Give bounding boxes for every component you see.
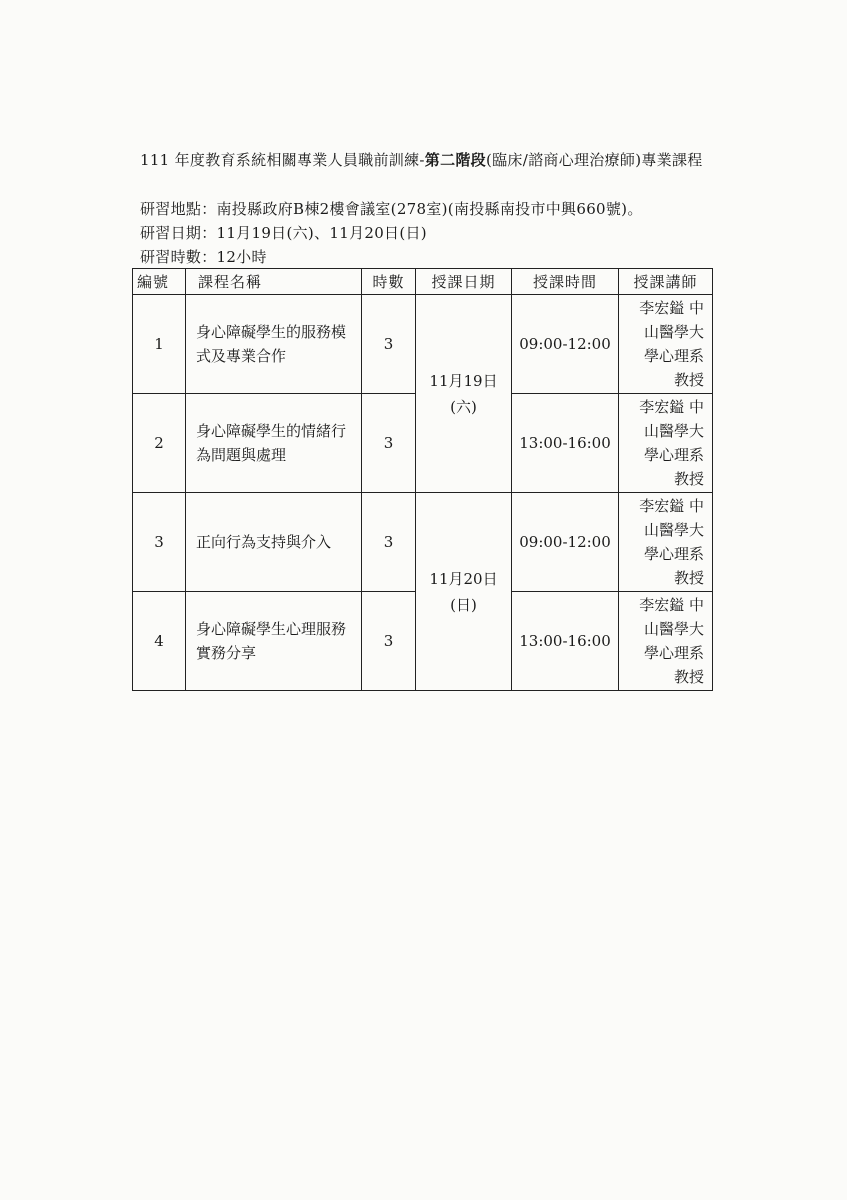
row-date [416, 493, 512, 691]
table-row [133, 493, 713, 592]
row-course-name [186, 394, 362, 493]
document-heading [140, 148, 720, 173]
row-hours: 3 [362, 493, 416, 592]
row-teacher [619, 493, 713, 592]
row-course-name [186, 592, 362, 691]
header-course-name: 課程名稱 [186, 269, 362, 295]
course-name-line: 式及專業合作 [196, 347, 287, 365]
row-teacher [619, 394, 713, 493]
row-hours: 3 [362, 592, 416, 691]
teacher-line: 教授 [673, 371, 704, 389]
teacher-line: 學心理系 [643, 644, 704, 662]
row-hours: 3 [362, 394, 416, 493]
row-no: 2 [133, 394, 186, 493]
teacher-line: 李宏鎰 中 [639, 497, 704, 515]
header-teacher: 授課講師 [619, 269, 713, 295]
heading-prefix: 111 年度教育系統相關專業人員職前訓練- [140, 151, 425, 169]
weekday-line: (六) [450, 397, 477, 416]
teacher-line: 學心理系 [643, 446, 704, 464]
teacher-line: 山醫學大 [643, 422, 704, 440]
teacher-line: 教授 [673, 569, 704, 587]
heading-suffix: (臨床/諮商心理治療師)專業課程 [485, 151, 703, 169]
row-teacher [619, 592, 713, 691]
training-hours: 研習時數：12小時 [140, 248, 267, 266]
row-course-name [186, 295, 362, 394]
row-date [416, 295, 512, 493]
row-time: 13:00-16:00 [512, 394, 619, 493]
row-hours: 3 [362, 295, 416, 394]
row-time: 09:00-12:00 [512, 493, 619, 592]
course-name-line: 為問題與處理 [196, 446, 287, 464]
teacher-line: 教授 [673, 470, 704, 488]
row-course-name [186, 493, 362, 592]
teacher-line: 山醫學大 [643, 620, 704, 638]
course-name-line: 正向行為支持與介入 [196, 533, 332, 551]
course-schedule-table [132, 268, 713, 691]
header-date: 授課日期 [416, 269, 512, 295]
course-name-line: 身心障礙學生的服務模 [196, 323, 347, 341]
table-header-row [133, 269, 713, 295]
row-time: 09:00-12:00 [512, 295, 619, 394]
teacher-line: 李宏鎰 中 [639, 299, 704, 317]
training-dates: 研習日期：11月19日(六)、11月20日(日) [140, 224, 427, 242]
teacher-line: 山醫學大 [643, 521, 704, 539]
weekday-line: (日) [450, 595, 477, 614]
row-teacher [619, 295, 713, 394]
table-row [133, 295, 713, 394]
header-hours: 時數 [362, 269, 416, 295]
row-no: 3 [133, 493, 186, 592]
row-no: 1 [133, 295, 186, 394]
course-name-line: 實務分享 [196, 644, 257, 662]
teacher-line: 學心理系 [643, 347, 704, 365]
date-line: 11月20日 [429, 569, 498, 588]
date-line: 11月19日 [429, 371, 498, 390]
course-name-line: 身心障礙學生的情緒行 [196, 422, 347, 440]
course-name-line: 身心障礙學生心理服務 [196, 620, 347, 638]
training-location: 研習地點：南投縣政府B棟2樓會議室(278室)(南投縣南投市中興660號)。 [140, 200, 643, 218]
teacher-line: 山醫學大 [643, 323, 704, 341]
heading-stage: 第二階段 [424, 151, 486, 169]
teacher-line: 教授 [673, 668, 704, 686]
teacher-line: 學心理系 [643, 545, 704, 563]
teacher-line: 李宏鎰 中 [639, 596, 704, 614]
header-time: 授課時間 [512, 269, 619, 295]
row-time: 13:00-16:00 [512, 592, 619, 691]
row-no: 4 [133, 592, 186, 691]
header-no: 編號 [133, 269, 186, 295]
teacher-line: 李宏鎰 中 [639, 398, 704, 416]
